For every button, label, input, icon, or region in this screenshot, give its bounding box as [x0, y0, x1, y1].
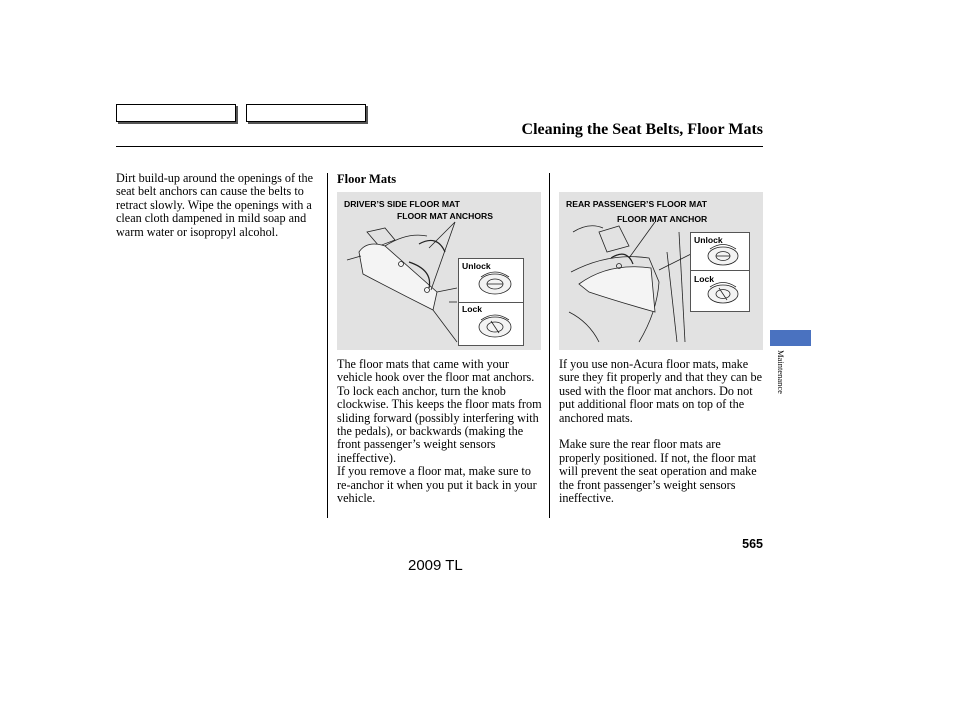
- knob-lock-icon: [708, 283, 738, 304]
- nav-box-contents[interactable]: [246, 104, 366, 122]
- section-heading: Floor Mats: [337, 172, 397, 186]
- seat-belt-text: [116, 172, 316, 239]
- page-number: 565: [742, 537, 763, 551]
- lock-label: Lock: [462, 304, 483, 314]
- driver-figure-callout: FLOOR MAT ANCHORS: [397, 211, 493, 221]
- title-rule: [116, 146, 763, 147]
- footer-model: 2009 TL: [408, 557, 463, 574]
- rear-knob-inset: [690, 232, 750, 312]
- floor-mat-warning-text: [559, 358, 763, 505]
- floor-mat-paragraph: If you remove a floor mat, make sure to re-anchor it when you put it back in your vehicle.: [337, 464, 537, 506]
- driver-figure-title: DRIVER’S SIDE FLOOR MAT: [344, 199, 460, 209]
- knob-lock-icon: [479, 315, 511, 337]
- unlock-label: Unlock: [694, 235, 723, 245]
- floor-mat-text: [337, 358, 547, 505]
- page-title: Cleaning the Seat Belts, Floor Mats: [521, 121, 763, 138]
- section-tab[interactable]: [770, 330, 811, 346]
- floor-mat-paragraph: The floor mats that came with your vehicle hook over the floor mat anchors. To lock each anchor, turn the knob clockwise. This keeps the floor mats from sliding forward (possibly interfering with the pedals), or backwards (making the front passenger’s weight sensors ineffective).: [337, 357, 542, 465]
- nav-box-previous[interactable]: [116, 104, 236, 122]
- driver-knob-inset: [458, 258, 524, 346]
- lock-label: Lock: [694, 274, 715, 284]
- knob-unlock-icon: [708, 245, 738, 266]
- rear-floor-mat-figure: [559, 192, 763, 350]
- floor-mat-paragraph: If you use non-Acura floor mats, make sure they fit properly and that they can be used with the floor mat anchors. Do not put additional floor mats on top of the anchored mats.: [559, 357, 763, 425]
- column-divider-right: [549, 173, 550, 518]
- seat-belt-paragraph: Dirt build-up around the openings of the seat belt anchors can cause the belts to retract slowly. Wipe the openings with a clean cloth dampened in mild soap and warm water or isopropyl alcohol.: [116, 171, 313, 239]
- unlock-label: Unlock: [462, 261, 491, 271]
- driver-floor-mat-figure: [337, 192, 541, 350]
- knob-unlock-icon: [479, 272, 511, 294]
- floor-mat-paragraph: Make sure the rear floor mats are properly positioned. If not, the floor mat will prevent the seat operation and make the front passenger’s weight sensors ineffective.: [559, 437, 757, 506]
- column-divider-left: [327, 173, 328, 518]
- rear-figure-title: REAR PASSENGER’S FLOOR MAT: [566, 199, 708, 209]
- rear-figure-callout: FLOOR MAT ANCHOR: [617, 214, 708, 224]
- section-tab-label: Maintenance: [776, 350, 786, 394]
